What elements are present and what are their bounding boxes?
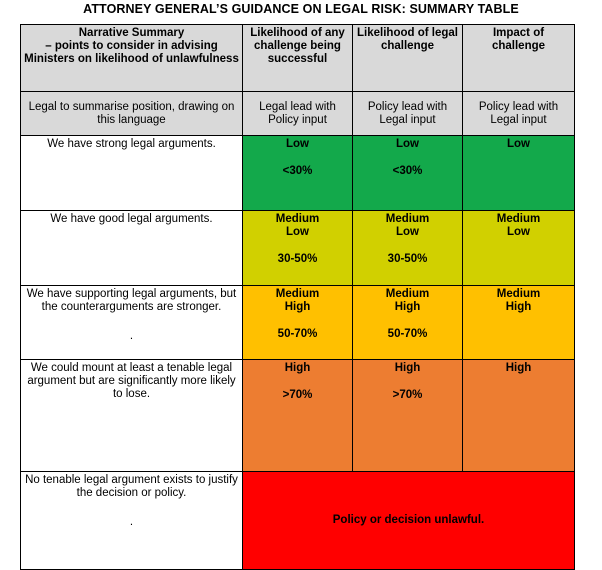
page-title: ATTORNEY GENERAL’S GUIDANCE ON LEGAL RISK: SUMMARY TABLE — [83, 2, 519, 16]
risk-cell-impact — [463, 211, 575, 286]
narrative-cell — [21, 286, 243, 360]
risk-level: Low — [286, 226, 309, 238]
risk-cell-impact — [463, 136, 575, 211]
table-row — [21, 136, 575, 211]
table-row — [21, 472, 575, 570]
header-likelihood-success: Likelihood of any challenge being successful — [243, 25, 353, 92]
table-row — [21, 360, 575, 472]
risk-level: Medium — [385, 288, 430, 300]
risk-level: High — [505, 301, 532, 313]
risk-cell-success — [243, 211, 353, 286]
risk-level: Low — [286, 138, 309, 150]
risk-percentage: 50-70% — [387, 328, 428, 340]
narrative-text: We could mount at least a tenable legal argument but are significantly more likely to lose. — [27, 362, 236, 400]
risk-level: Medium — [496, 213, 541, 225]
subheader-impact: Policy lead with Legal input — [463, 92, 575, 136]
risk-cell-challenge — [353, 136, 463, 211]
narrative-dot: . — [129, 330, 134, 342]
narrative-text: We have good legal arguments. — [50, 213, 213, 225]
risk-percentage: <30% — [392, 165, 423, 177]
risk-level: Medium — [275, 288, 320, 300]
narrative-text: No tenable legal argument exists to justify the decision or policy. — [25, 474, 238, 499]
subheader-narrative: Legal to summarise position, drawing on this language — [21, 92, 243, 136]
risk-cell-success — [243, 360, 353, 472]
header-narrative-summary — [21, 25, 243, 92]
narrative-text: We have supporting legal arguments, but the counterarguments are stronger. — [26, 288, 237, 313]
risk-level: Low — [396, 226, 419, 238]
narrative-cell — [21, 211, 243, 286]
narrative-cell — [21, 136, 243, 211]
narrative-cell — [21, 472, 243, 570]
risk-cell-challenge — [353, 360, 463, 472]
risk-level: Low — [396, 138, 419, 150]
header-narrative-title: Narrative Summary — [78, 27, 185, 39]
risk-level: Medium — [385, 213, 430, 225]
subheader-likelihood-challenge: Policy lead with Legal input — [353, 92, 463, 136]
header-narrative-subtitle: – points to consider in advising Ministers on likelihood of unlawfulness — [24, 40, 239, 65]
risk-percentage: >70% — [282, 389, 313, 401]
narrative-cell — [21, 360, 243, 472]
header-likelihood-challenge: Likelihood of legal challenge — [353, 25, 463, 92]
header-row — [21, 25, 575, 92]
narrative-text: We have strong legal arguments. — [47, 138, 216, 150]
risk-percentage: <30% — [282, 165, 313, 177]
narrative-dot: . — [129, 516, 134, 528]
risk-cell-challenge — [353, 211, 463, 286]
risk-level: High — [505, 362, 532, 374]
risk-level: Medium — [275, 213, 320, 225]
risk-level: Medium — [496, 288, 541, 300]
risk-percentage: >70% — [392, 389, 423, 401]
table-row — [21, 286, 575, 360]
header-impact: Impact of challenge — [463, 25, 575, 92]
risk-cell-challenge — [353, 286, 463, 360]
risk-cell-impact — [463, 360, 575, 472]
risk-level: High — [284, 301, 311, 313]
risk-cell-success — [243, 136, 353, 211]
risk-level: High — [394, 301, 421, 313]
risk-percentage: 30-50% — [277, 253, 318, 265]
unlawful-cell: Policy or decision unlawful. — [243, 472, 575, 570]
subheader-row — [21, 92, 575, 136]
risk-level: High — [394, 362, 421, 374]
risk-percentage: 30-50% — [387, 253, 428, 265]
legal-risk-summary-table — [20, 24, 575, 570]
risk-percentage: 50-70% — [277, 328, 318, 340]
subheader-likelihood-success: Legal lead with Policy input — [243, 92, 353, 136]
risk-cell-impact — [463, 286, 575, 360]
table-row — [21, 211, 575, 286]
risk-cell-success — [243, 286, 353, 360]
risk-level: Low — [507, 138, 530, 150]
risk-level: Low — [507, 226, 530, 238]
risk-level: High — [284, 362, 311, 374]
